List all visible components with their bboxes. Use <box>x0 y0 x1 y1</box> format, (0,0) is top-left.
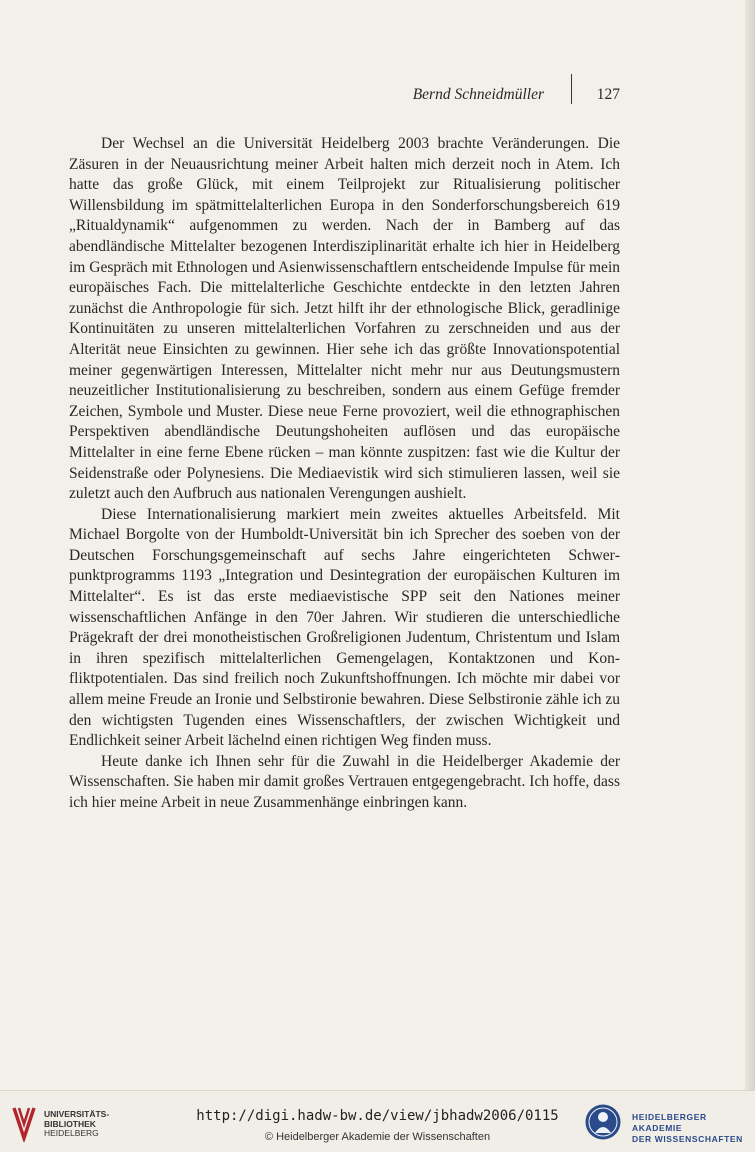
paragraph: Diese Internationalisierung markiert mein zweites aktuelles Arbeitsfeld. Mit Michael Borgolte von der Humboldt-Universität bin ich Sprecher des soeben von der Deutschen Forschungsgemeinschaft auf sechs Jahre eingerichteten Schwerpunktprogramms 1193 „Integration und Desintegration der europäischen Kulturen im Mittelalter“. Es ist das erste mediaevistische SPP seit den Nationes meiner wissenschaftlichen Anfänge in den 70er Jahren. Wir studieren die unterschiedliche Prägekraft der drei monotheistischen Großreligionen Judentum, Christentum und Islam in ihren spezifisch mittelalterlichen Gemengelagen, Kontaktzonen und Konfliktpotentialen. Das sind freilich noch Zukunftshoffnungen. Ich möchte mir dabei vor allem meine Freude an Ironie und Selbstironie bewahren. Diese Selbstironie zähle ich zu den wichtigsten Tugenden eines Wissenschaftlers, der zwischen Wichtigkeit und Endlichkeit seiner Arbeit lächelnd einen richtigen Weg finden muss. <box>69 505 620 750</box>
paragraph: Der Wechsel an die Universität Heidelberg 2003 brachte Veränderungen. Die Zäsuren in der Neuausrichtung meiner Arbeit halten mich derzeit noch in Atem. Ich hatte das große Glück, mit einem Teilprojekt zur Ritualisierung politischer Willensbildung im spätmittelalterlichen Europa in den Sonderforschungsbereich 619 „Ritualdynamik“ aufgenommen zu werden. Nach der in Bamberg auf das abendländische Mittelalter bezogenen Interdisziplinarität erhalte ich hier in Heidelberg im Gespräch mit Ethnologen und Asienwissenschaftlern entscheidende Impulse für mein europäisches Fach. Die mittelalterliche Geschichte entdeckte in den letzten Jahren zunächst die Anthropologie für sich. Jetzt hilft ihr der ethnologische Blick, geradlinige Kontinuitäten zu unseren mittelalterlichen Vorfahren zu zerschneiden und aus der Alterität neue Einsichten zu gewinnen. Hier sehe ich das größte Innovationspotential meiner gegenwärtigen Interessen, Mittelalter nicht mehr nur aus Deutungsmustern neuzeitlicher Institutionalisierung zu beschreiben, sondern aus einem Gefüge fremder Zeichen, Symbole und Muster. Diese neue Ferne provoziert, weil die ethnographischen Perspektiven abendländische Deutungshoheiten auflösen und das europäische Mittelalter in eine ferne Ebene rücken – man könnte zuspitzen: fast wie die Kultur der Seidenstraße oder Polynesiens. Die Mediaevistik wird sich stimulieren lassen, weil sie zuletzt auch den Aufbruch aus nationalen Verengungen aushielt. <box>69 135 620 503</box>
copyright-notice: © Heidelberger Akademie der Wissenschaften <box>264 1131 491 1143</box>
academy-seal-icon[interactable] <box>584 1103 622 1141</box>
header-author: Bernd Schneidmüller <box>412 86 544 103</box>
header-divider <box>571 74 572 104</box>
permalink-url[interactable]: http://digi.hadw-bw.de/view/jbhadw2006/0115 <box>196 1108 559 1124</box>
running-header <box>412 84 620 106</box>
academy-name-line: HEIDELBERGER AKADEMIE <box>632 1112 707 1133</box>
library-name-line: BIBLIOTHEK <box>44 1118 96 1129</box>
paragraph: Heute danke ich Ihnen sehr für die Zuwahl in die Heidelberger Akademie der Wissenschaften. Sie haben mir damit großes Vertrauen entgegengebracht. Ich hoffe, dass ich hier meine Arbeit in neue Zusammenhänge einbringen kann. <box>69 752 620 811</box>
page-number: 127 <box>596 86 620 103</box>
page-edge <box>745 0 755 1090</box>
body-text <box>69 134 620 814</box>
viewer-footer <box>0 1090 755 1152</box>
library-name-line: UNIVERSITÄTS- <box>44 1109 110 1119</box>
library-name-line: HEIDELBERG <box>44 1128 99 1138</box>
academy-name-line: DER WISSENSCHAFTEN <box>632 1134 743 1144</box>
academy-name[interactable] <box>632 1112 755 1145</box>
